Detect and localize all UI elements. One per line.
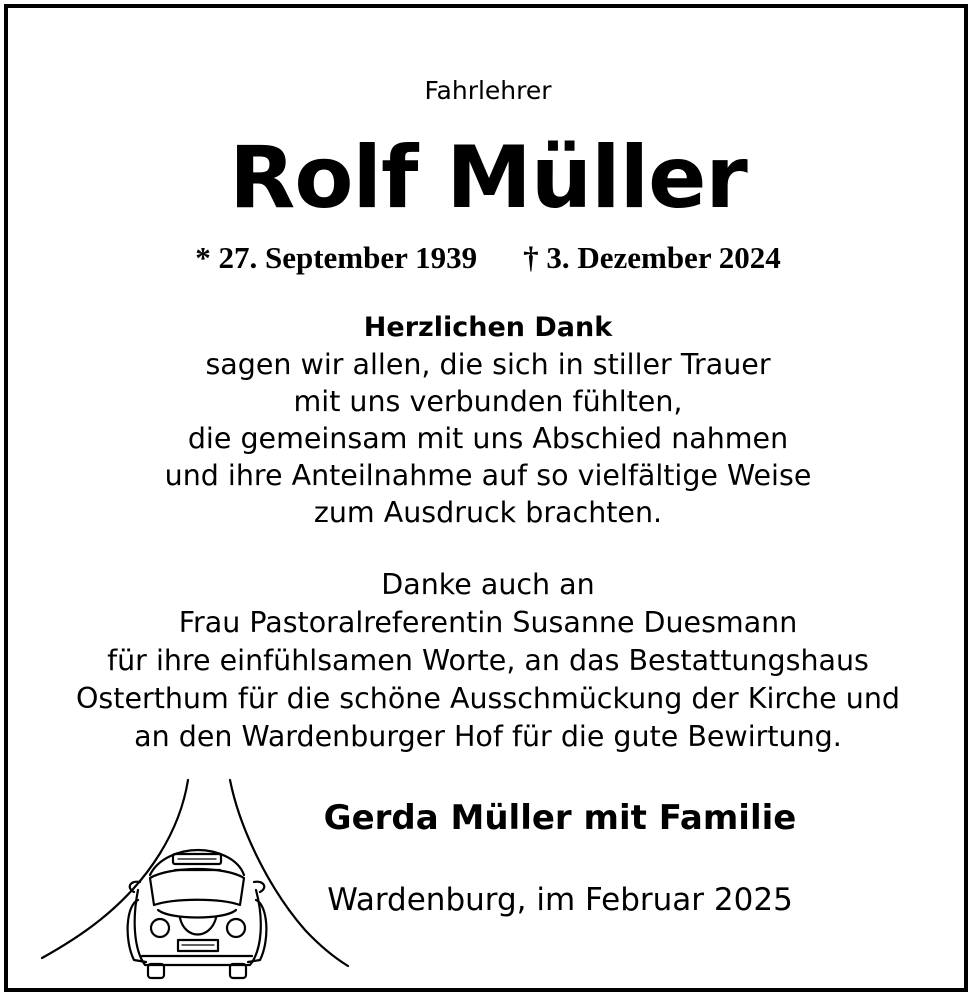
extra-thanks-text <box>0 566 976 756</box>
text-line: zum Ausdruck brachten. <box>313 496 663 529</box>
death-date: † 3. Dezember 2024 <box>523 240 781 275</box>
thanks-text <box>0 346 976 531</box>
family-signature: Gerda Müller mit Familie <box>323 798 797 838</box>
thanks-title: Herzlichen Dank <box>363 312 613 343</box>
place-date: Wardenburg, im Februar 2025 <box>327 882 793 918</box>
text-line: und ihre Anteilnahme auf so vielfältige Weise <box>164 459 812 492</box>
text-line: Osterthum für die schöne Ausschmückung der Kirche und <box>75 682 900 715</box>
text-line: sagen wir allen, die sich in stiller Trauer <box>205 348 771 381</box>
life-dates <box>0 240 976 276</box>
text-line: Frau Pastoralreferentin Susanne Duesmann <box>178 606 798 639</box>
profession: Fahrlehrer <box>424 76 552 105</box>
text-line: für ihre einfühlsamen Worte, an das Bestattungshaus <box>107 644 869 677</box>
text-line: die gemeinsam mit uns Abschied nahmen <box>187 422 789 455</box>
text-line: mit uns verbunden fühlten, <box>293 385 683 418</box>
deceased-name: Rolf Müller <box>229 128 747 228</box>
text-line: an den Wardenburger Hof für die gute Bewirtung. <box>134 720 842 753</box>
text-line: Danke auch an <box>381 568 595 601</box>
birth-date: * 27. September 1939 <box>195 240 478 275</box>
